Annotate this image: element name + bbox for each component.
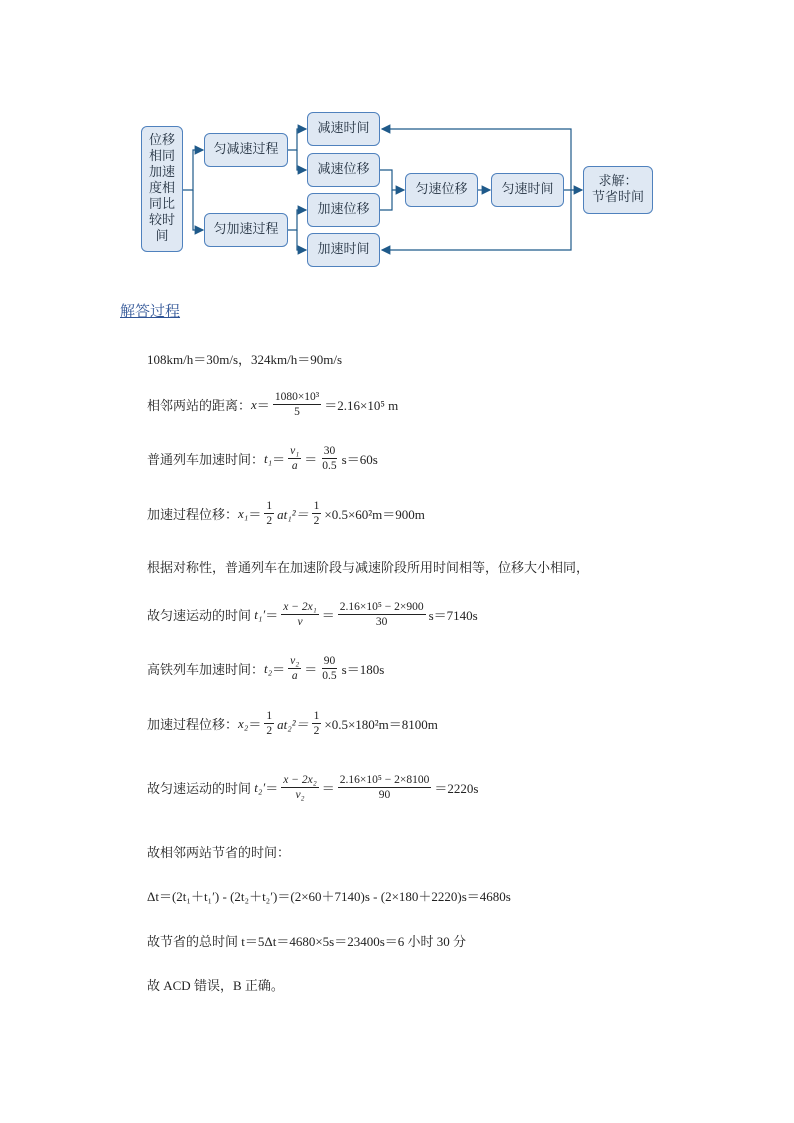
- numerator: 1: [313, 710, 320, 722]
- result-node-line: 求解：: [598, 174, 638, 189]
- fraction: [312, 499, 322, 528]
- fraction: [312, 709, 322, 738]
- variable: x: [251, 396, 257, 412]
- solution-line-13: [147, 975, 284, 994]
- delta-t-equation: Δt＝(2t₁＋t₁′) - (2t₂＋t₂′)＝(2×60＋7140)s - (2×180＋2220)s＝4680s: [147, 889, 511, 904]
- fraction: [320, 654, 338, 683]
- root-node-line: 间: [155, 229, 169, 244]
- decel-process-node: 匀减速过程: [204, 133, 288, 167]
- solution-line-10: [147, 842, 290, 861]
- numerator: x − 2x₁: [283, 601, 317, 613]
- equals: ＝: [321, 608, 335, 623]
- variable: t₂: [264, 660, 273, 676]
- line-prefix: 相邻两站的距离：: [147, 398, 252, 413]
- expression: at₁²＝: [277, 507, 309, 522]
- line-result: s＝60s: [341, 452, 378, 467]
- solution-line-11: [147, 886, 511, 905]
- denominator: 5: [294, 406, 300, 418]
- fraction: [281, 600, 318, 629]
- connector-root-branch: [193, 190, 203, 230]
- line-prefix: 故匀速运动的时间: [147, 608, 255, 623]
- solution-line-12: [147, 931, 466, 950]
- denominator: 2: [266, 515, 273, 527]
- solution-line-9: [147, 773, 478, 802]
- fraction: [320, 444, 338, 473]
- equals: ＝: [272, 662, 286, 677]
- equals: ＝: [248, 717, 262, 732]
- variable: t₂′: [254, 779, 266, 795]
- saved-time-heading: 故相邻两站节省的时间：: [147, 845, 291, 860]
- line-prefix: 故匀速运动的时间: [147, 781, 255, 796]
- root-node-line: 较时: [148, 213, 175, 228]
- symmetry-note: 根据对称性，普通列车在加速阶段与减速阶段所用时间相等，位移大小相同，: [147, 560, 590, 575]
- decel-time-node: 减速时间: [307, 112, 380, 146]
- total-time-equation: 故节省的总时间 t＝5Δt＝4680×5s＝23400s＝6 小时 30 分: [147, 934, 467, 949]
- numerator: 1080×10³: [274, 391, 320, 403]
- numerator: x − 2x₂: [283, 774, 317, 786]
- equals: ＝: [265, 608, 279, 623]
- fraction: [273, 390, 321, 419]
- denominator: 0.5: [322, 460, 337, 472]
- equals: ＝: [265, 781, 279, 796]
- fraction: [338, 773, 432, 802]
- denominator: 2: [266, 725, 273, 737]
- numerator: 1: [266, 500, 273, 512]
- uniform-disp-node: 匀速位移: [405, 173, 478, 207]
- accel-disp-node: 加速位移: [307, 193, 380, 227]
- equals: ＝: [248, 507, 262, 522]
- denominator: 2: [313, 725, 320, 737]
- solution-line-7: [147, 654, 384, 683]
- variable: x₂: [238, 715, 249, 731]
- numerator: 1: [313, 500, 320, 512]
- accel-process-node: 匀加速过程: [204, 213, 288, 247]
- solution-line-6: [147, 600, 478, 629]
- denominator: v₂: [295, 789, 305, 801]
- line-result: ＝2220s: [434, 781, 479, 796]
- numerator: 90: [323, 655, 336, 667]
- numerator: 2.16×10⁵ − 2×900: [339, 601, 424, 613]
- fraction: [288, 654, 301, 683]
- variable: t₁: [264, 450, 273, 466]
- denominator: a: [291, 670, 298, 682]
- root-node-line: 位移: [148, 133, 175, 148]
- denominator: v: [297, 616, 303, 628]
- solution-line-1: [147, 349, 342, 368]
- result-node: [583, 166, 653, 214]
- line-result: s＝180s: [341, 662, 385, 677]
- connector-decel-branch: [288, 129, 306, 150]
- connector-accel-branch: [288, 210, 306, 230]
- line-prefix: 普通列车加速时间：: [147, 452, 265, 467]
- connector-accel-branch: [297, 230, 306, 250]
- root-node-line: 度相: [148, 181, 175, 196]
- root-node-line: 相同: [148, 149, 175, 164]
- fraction: [264, 499, 274, 528]
- connector-root-branch: [183, 150, 203, 190]
- equals: ＝: [256, 398, 270, 413]
- denominator: 0.5: [322, 670, 337, 682]
- variable: t₁′: [254, 606, 266, 622]
- fraction: [338, 600, 426, 629]
- solution-line-8: [147, 709, 438, 738]
- flow-connectors: [0, 0, 794, 300]
- numerator: 1: [266, 710, 273, 722]
- expression: at₂²＝: [277, 717, 309, 732]
- equals: ＝: [304, 662, 318, 677]
- root-node-line: 加速: [148, 165, 175, 180]
- variable: x₁: [238, 505, 249, 521]
- denominator: a: [291, 460, 298, 472]
- fraction: [288, 444, 301, 473]
- equals: ＝: [321, 781, 335, 796]
- numerator: 2.16×10⁵ − 2×8100: [339, 774, 430, 786]
- solution-line-2: [147, 390, 398, 419]
- answer-conclusion: 故 ACD 错误，B 正确。: [147, 978, 284, 993]
- fraction: [264, 709, 274, 738]
- equals: ＝: [304, 452, 318, 467]
- solution-line-3: [147, 444, 378, 473]
- denominator: 2: [313, 515, 320, 527]
- denominator: 90: [378, 789, 391, 801]
- solution-line-4: [147, 499, 425, 528]
- line-result: ＝2.16×10⁵ m: [324, 398, 399, 413]
- accel-time-node: 加速时间: [307, 233, 380, 267]
- numerator: v₁: [290, 445, 300, 457]
- root-node-line: 同比: [148, 197, 175, 212]
- numerator: 30: [323, 445, 336, 457]
- root-node: [141, 126, 183, 252]
- line-result: ×0.5×60²m＝900m: [324, 507, 425, 522]
- line-prefix: 高铁列车加速时间：: [147, 662, 265, 677]
- fraction: [281, 773, 318, 802]
- numerator: v₂: [290, 655, 300, 667]
- denominator: 30: [375, 616, 388, 628]
- line-prefix: 加速过程位移：: [147, 507, 239, 522]
- connector-decel-branch: [297, 150, 306, 170]
- uniform-time-node: 匀速时间: [491, 173, 564, 207]
- solution-title: 解答过程: [120, 302, 181, 320]
- connector-disp-merge: [380, 170, 404, 190]
- solution-line-5: [147, 557, 589, 576]
- line-result: ×0.5×180²m＝8100m: [324, 717, 438, 732]
- unit-conversion: 108km/h＝30m/s，324km/h＝90m/s: [147, 352, 343, 367]
- result-node-line: 节省时间: [591, 190, 644, 205]
- decel-disp-node: 减速位移: [307, 153, 380, 187]
- line-prefix: 加速过程位移：: [147, 717, 239, 732]
- line-result: s＝7140s: [428, 608, 478, 623]
- equals: ＝: [272, 452, 286, 467]
- connector-disp-merge: [380, 190, 392, 210]
